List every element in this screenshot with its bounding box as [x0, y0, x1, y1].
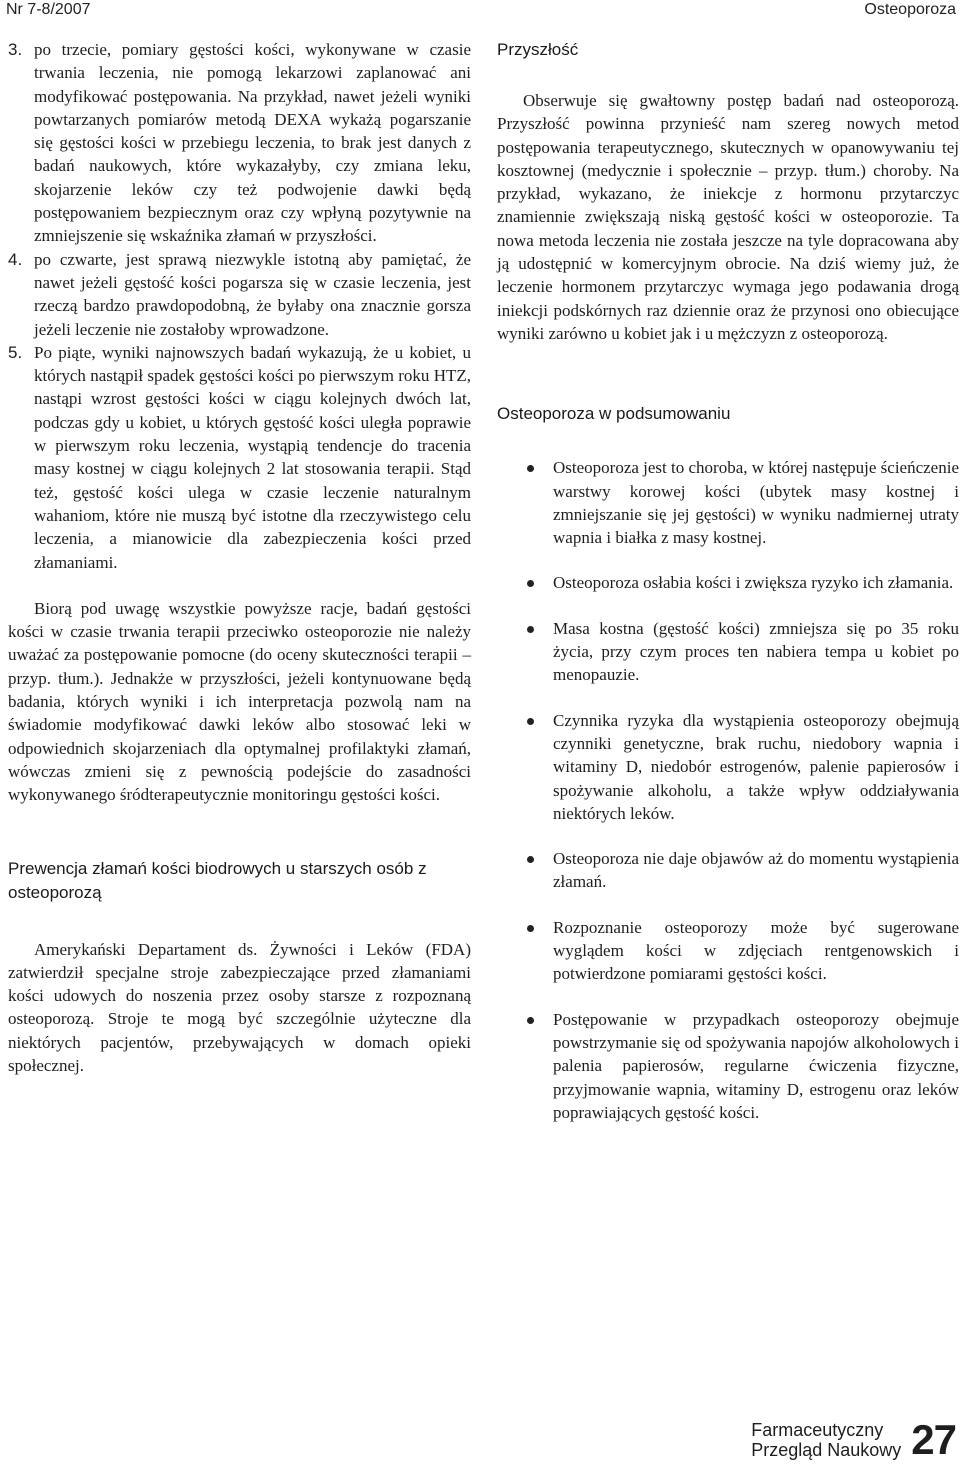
list-text: po czwarte, jest sprawą niezwykle istotną aby pamiętać, że nawet jeżeli gęstość kości pogarsza się w czasie leczenia, jest rzeczą bardzo prawdopodobną, że byłaby ona znacznie gorsza jeżeli leczenie nie zostałoby wprowadzone. — [34, 249, 471, 339]
bullet-text: Masa kostna (gęstość kości) zmniejsza się po 35 roku życia, przy czym proces ten nabiera tempa u kobiet po menopauzie. — [553, 618, 959, 685]
list-text: Po piąte, wyniki najnowszych badań wykazują, że u kobiet, u których nastąpił spadek gęstości kości po pierwszym roku HTZ, nastąpi wzrost gęstości kości w ciągu kolejnych dwóch lat, podczas gdy u kobiet, u których gęstość kości uległa poprawie w pierwszym roku leczenia, wystąpią tendencje do tracenia masy kostnej w ciągu kolejnych 2 lat stosowania terapii. Stąd też, gęstość kości ulega w czasie leczenie naturalnym wahaniom, które nie muszą być istotne dla rzeczywistego celu leczenia, a mianowicie dla zabezpieczenia kości przed złamaniami. — [34, 342, 471, 572]
page-footer — [751, 1416, 956, 1463]
left-column — [8, 38, 471, 1077]
bullet-icon — [527, 580, 534, 587]
bullet-text: Osteoporoza nie daje objawów aż do momentu wystąpienia złamań. — [553, 849, 959, 892]
bullet-text: Czynnika ryzyka dla wystąpienia osteoporozy obejmują czynniki genetyczne, brak ruchu, niedobory wapnia i witaminy D, niedobór estrogenów, palenie papierosów i spożywanie alkoholu, a także wpływ oddziaływania niektórych leków. — [553, 710, 959, 823]
list-item — [8, 38, 471, 248]
list-number: 3. — [8, 40, 23, 59]
list-item — [8, 248, 471, 341]
heading-future: Przyszłość — [497, 40, 579, 59]
bullet-icon — [527, 626, 534, 633]
paragraph-future: Obserwuje się gwałtowny postęp badań nad osteoporozą. Przyszłość powinna przynieść nam szereg nowych metod postępowania terapeutycznego, skutecznych w opanowywaniu tej kosztownej (medycznie i społecznie – przyp. tłum.) choroby. Na przykład, wykazano, że iniekcje z hormonu przytarczyc znamiennie zwiększają niską gęstość kości w osteoporozie. Ta nowa metoda leczenia nie została jeszcze na tyle dopracowana aby ją udostępnić w komercyjnym obrocie. Na dziś wiemy już, że leczenie hormonem przytarczyc wymaga jego podawania drogą iniekcji podskórnych raz dziennie oraz że przynosi ono obiecujące wyniki zarówno u kobiet jak i u mężczyzn z osteoporozą. — [497, 91, 959, 343]
magazine-title-line1: Farmaceutyczny — [751, 1420, 884, 1440]
bullet-item — [497, 617, 959, 687]
bullet-item — [497, 847, 959, 894]
bullet-icon — [527, 465, 534, 472]
issue-number: Nr 7-8/2007 — [6, 1, 91, 18]
bullet-item — [497, 456, 959, 549]
heading-hip-fracture-prevention: Prewencja złamań kości biodrowych u starszych osób z osteoporozą — [8, 858, 427, 902]
heading-summary: Osteoporoza w podsumowaniu — [497, 404, 731, 424]
right-column — [497, 38, 959, 1124]
magazine-title — [751, 1420, 901, 1460]
bullet-item — [497, 571, 959, 594]
list-number: 5. — [8, 342, 23, 362]
bullet-item — [497, 1008, 959, 1124]
numbered-list — [8, 38, 471, 574]
magazine-title-line2: Przegląd Naukowy — [751, 1440, 902, 1460]
list-item — [8, 341, 471, 574]
bullet-icon — [527, 925, 534, 932]
bullet-item — [497, 709, 959, 825]
bullet-text: Osteoporoza osłabia kości i zwiększa ryzyko ich złamania. — [553, 573, 954, 593]
list-number: 4. — [8, 249, 23, 269]
bullet-text: Osteoporoza jest to choroba, w której następuje ścieńczenie warstwy korowej kości (ubytek masy kostnej i zmniejszanie się jej gęstości) w wyniku nadmiernej utraty wapnia i białka z masy kostnej. — [553, 458, 959, 548]
bullet-icon — [527, 718, 534, 725]
paragraph-summary: Biorą pod uwagę wszystkie powyższe racje, badań gęstości kości w czasie trwania terapii przeciwko osteoporozie nie należy uważać za postępowanie pomocne (do oceny skuteczności terapii – przyp. tłum.). Jednakże w przyszłości, jeżeli kontynuowane będą badania, których wyniki i ich interpretacja pozwolą nam na świadomie modyfikować dawki leków albo stosować leki w odpowiednich skojarzeniach dla optymalnej profilaktyki złamań, wówczas zmieni się z pewnością podejście do zasadności wykonywanego śródterapeutycznie monitoringu gęstości kości. — [8, 598, 471, 805]
bullet-text: Postępowanie w przypadkach osteoporozy obejmuje powstrzymanie się od spożywania napojów alkoholowych i palenia papierosów, regularne ćwiczenia fizyczne, przyjmowanie wapnia, witaminy D, estrogenu oraz leków poprawiających gęstość kości. — [553, 1009, 959, 1122]
section-title: Osteoporoza — [864, 1, 956, 18]
page-number: 27 — [911, 1416, 956, 1463]
bullet-icon — [527, 1017, 534, 1024]
summary-bullet-list — [497, 456, 959, 1124]
bullet-text: Rozpoznanie osteoporozy może być sugerowane wyglądem kości w zdjęciach rentgenowskich i potwierdzone pomiarami gęstości kości. — [553, 917, 959, 984]
bullet-icon — [527, 856, 534, 863]
paragraph-fda: Amerykański Departament ds. Żywności i Leków (FDA) zatwierdził specjalne stroje zabezpieczające przed złamaniami kości udowych do noszenia przez osoby starsze z rozpoznaną osteoporozą. Stroje te mogą być szczególnie użyteczne dla niektórych pacjentów, przebywających w domach opieki społecznej. — [8, 939, 471, 1075]
list-text: po trzecie, pomiary gęstości kości, wykonywane w czasie trwania leczenia, nie pomogą lekarzowi zaplanować ani modyfikować postępowania. Na przykład, nawet jeżeli wyniki powtarzanych pomiarów metodą DEXA wykażą pogarszanie się gęstości kości w przebiegu leczenia, to brak jest danych z badań naukowych, które wykazałyby, czy zmiana leku, skojarzenie leków czy też podwojenie dawki będą postępowaniem bezpiecznym oraz czy wpłyną pozytywnie na zmniejszenie się wskaźnika złamań w przyszłości. — [34, 40, 471, 246]
bullet-item — [497, 916, 959, 986]
